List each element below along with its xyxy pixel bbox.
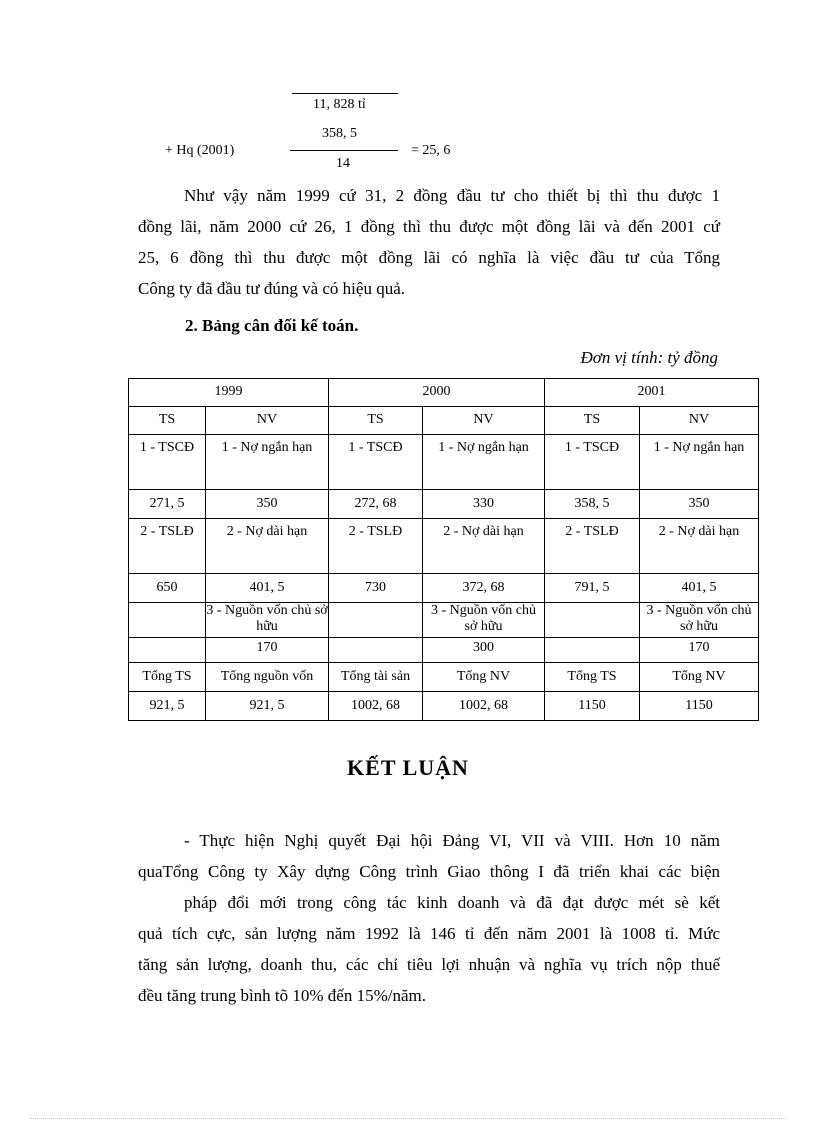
table-cell: 272, 68 [329,490,423,519]
table-cell: 3 - Nguồn vốn chủ sở hữu [640,603,759,638]
table-cell: 401, 5 [640,574,759,603]
formula-numerator: 358, 5 [322,126,357,141]
formula-label: + Hq (2001) [165,143,235,158]
paragraph-line: Công ty đã đầu tư đúng và có hiệu quả. [138,279,405,298]
table-row [129,519,759,574]
table-cell: 791, 5 [545,574,640,603]
paragraph-line: tăng sản lượng, doanh thu, các chỉ tiêu lợi nhuận và nghĩa vụ trích nộp thuế [138,955,720,974]
table-cell [129,638,206,663]
paragraph-line: đều tăng trung bình tõ 10% đến 15%/năm. [138,986,427,1005]
table-cell [329,638,423,663]
table-cell: 3 - Nguồn vốn chủ sở hữu [206,603,329,638]
balance-sheet-table [128,378,759,721]
table-cell: 2 - Nợ dài hạn [206,519,329,574]
table-cell [545,638,640,663]
table-cell [129,603,206,638]
page-bottom-divider [30,1118,786,1119]
table-row [129,638,759,663]
table-cell: 1 - TSCĐ [129,435,206,490]
table-cell: 170 [640,638,759,663]
conclusion-title: KẾT LUẬN [347,755,469,780]
paragraph-line: quả tích cực, sản lượng năm 1992 là 146 tỉ đến năm 2001 là 1008 tỉ. Mức [138,924,720,943]
paragraph-line: 25, 6 đồng thì thu được một đồng lãi có nghĩa là việc đầu tư của Tổng [138,248,720,267]
table-cell: 2 - Nợ dài hạn [640,519,759,574]
table-row [129,574,759,603]
table-cell: 921, 5 [206,692,329,721]
paragraph-line: - Thực hiện Nghị quyết Đại hội Đảng VI, VII và VIII. Hơn 10 năm [184,831,720,850]
table-cell: 1002, 68 [329,692,423,721]
table-cell [545,603,640,638]
paragraph-line: đồng lãi, năm 2000 cứ 26, 1 đồng thì thu được một đồng lãi và đến 2001 cứ [138,217,720,236]
table-row [129,663,759,692]
table-cell: Tổng tài sản [329,663,423,692]
table-cell: 921, 5 [129,692,206,721]
table-cell: 2 - TSLĐ [129,519,206,574]
table-cell: 271, 5 [129,490,206,519]
table-cell: 372, 68 [423,574,545,603]
table-cell: Tổng NV [640,663,759,692]
column-header: TS [129,407,206,435]
formula-denominator-prev: 11, 828 tỉ [313,97,366,112]
conclusion-paragraph [138,825,720,1011]
paragraph-efficiency [138,180,720,304]
column-header: NV [640,407,759,435]
table-row [129,490,759,519]
table-cell: Tổng NV [423,663,545,692]
table-cell: 401, 5 [206,574,329,603]
table-cell: 1150 [640,692,759,721]
formula-result: = 25, 6 [411,143,451,158]
table-cell: 1 - Nợ ngắn hạn [423,435,545,490]
fraction-line-top [292,93,398,94]
table-cell: Tổng TS [545,663,640,692]
table-cell: 330 [423,490,545,519]
table-cell: 350 [640,490,759,519]
paragraph-line: quaTổng Công ty Xây dựng Công trình Giao thông I đã triển khai các biện [138,862,720,881]
fraction-line [290,150,398,151]
table-cell: 1002, 68 [423,692,545,721]
table-cell: 1 - TSCĐ [329,435,423,490]
table-cell: 2 - TSLĐ [545,519,640,574]
table-cell: 650 [129,574,206,603]
formula-denominator: 14 [336,156,350,171]
table-cell: Tổng nguồn vốn [206,663,329,692]
table-row [129,379,759,407]
table-cell: 1 - TSCĐ [545,435,640,490]
table-cell: 358, 5 [545,490,640,519]
paragraph-line: pháp đổi mới trong công tác kinh doanh và đã đạt được mét sè kết [184,893,720,912]
table-cell: 2 - Nợ dài hạn [423,519,545,574]
column-header: NV [206,407,329,435]
table-cell: Tổng TS [129,663,206,692]
table-row [129,407,759,435]
table-cell: 730 [329,574,423,603]
column-header: NV [423,407,545,435]
paragraph-line: Như vậy năm 1999 cứ 31, 2 đồng đầu tư cho thiết bị thì thu được 1 [184,186,720,205]
table-row [129,435,759,490]
table-cell: 300 [423,638,545,663]
table-row [129,692,759,721]
column-header: TS [329,407,423,435]
table-cell: 170 [206,638,329,663]
column-header: TS [545,407,640,435]
year-header: 2001 [545,379,759,407]
table-row [129,603,759,638]
table-cell: 350 [206,490,329,519]
table-cell: 1150 [545,692,640,721]
table-cell: 1 - Nợ ngắn hạn [640,435,759,490]
unit-label: Đơn vị tính: tỷ đồng [580,348,718,367]
section-heading: 2. Bảng cân đối kế toán. [185,316,359,335]
table-cell: 3 - Nguồn vốn chủ sở hữu [423,603,545,638]
table-cell: 1 - Nợ ngắn hạn [206,435,329,490]
year-header: 1999 [129,379,329,407]
table-cell [329,603,423,638]
table-cell: 2 - TSLĐ [329,519,423,574]
year-header: 2000 [329,379,545,407]
